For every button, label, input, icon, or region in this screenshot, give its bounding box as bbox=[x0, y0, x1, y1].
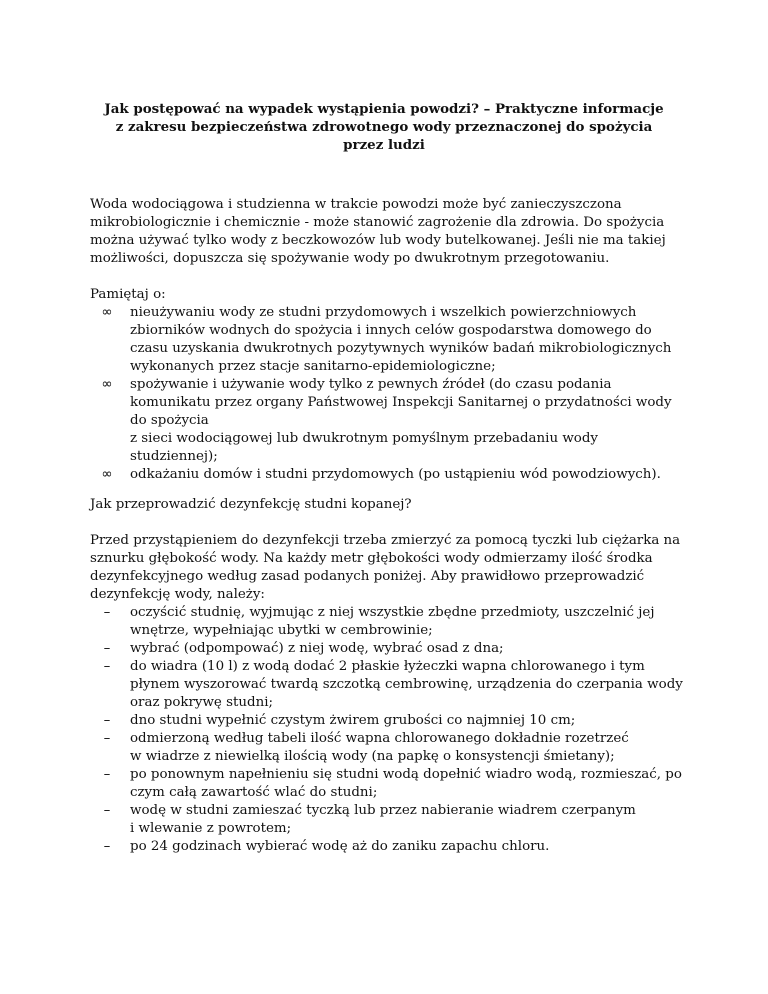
dash-bullet-icon: – bbox=[103, 641, 111, 656]
list-item bbox=[90, 802, 710, 838]
text-line: oraz pokrywę studni; bbox=[130, 695, 273, 710]
text-line: w wiadrze z niewielką ilością wody (na papkę o konsystencji śmietany); bbox=[130, 749, 615, 764]
text-line: wodę w studni zamieszać tyczką lub przez nabieranie wiadrem czerpanym bbox=[130, 803, 636, 818]
dash-bullet-icon: – bbox=[103, 605, 111, 620]
text-line: odkażaniu domów i studni przydomowych (po ustąpieniu wód powodziowych). bbox=[130, 467, 661, 482]
title-line: z zakresu bezpieczeństwa zdrowotnego wody przeznaczonej do spożycia bbox=[115, 119, 653, 135]
list-item bbox=[90, 838, 710, 856]
text-line: po 24 godzinach wybierać wodę aż do zaniku zapachu chloru. bbox=[130, 839, 550, 854]
dash-bullet-icon: – bbox=[103, 767, 111, 782]
remember-list bbox=[90, 304, 710, 484]
text-line: zbiorników wodnych do spożycia i innych celów gospodarstwa domowego do bbox=[130, 323, 652, 338]
text-line: odmierzoną według tabeli ilość wapna chlorowanego dokładnie rozetrzeć bbox=[130, 731, 629, 746]
text-line: wybrać (odpompować) z niej wodę, wybrać osad z dna; bbox=[130, 641, 504, 656]
text-line: spożywanie i używanie wody tylko z pewnych źródeł (do czasu podania bbox=[130, 377, 612, 392]
remember-heading bbox=[90, 286, 690, 304]
text-line: czasu uzyskania dwukrotnych pozytywnych wyników badań mikrobiologicznych bbox=[130, 341, 672, 356]
list-item bbox=[90, 376, 710, 466]
infinity-bullet-icon: ∞ bbox=[101, 305, 113, 320]
text-line: Pamiętaj o: bbox=[90, 287, 166, 302]
list-item bbox=[90, 730, 710, 766]
text-line: oczyścić studnię, wyjmując z niej wszystkie zbędne przedmioty, uszczelnić jej bbox=[130, 605, 655, 620]
list-item bbox=[90, 604, 710, 640]
text-line: możliwości, dopuszcza się spożywanie wody po dwukrotnym przegotowaniu. bbox=[90, 251, 610, 266]
text-line: Woda wodociągowa i studzienna w trakcie powodzi może być zanieczyszczona bbox=[90, 197, 622, 212]
text-line: mikrobiologicznie i chemicznie - może stanowić zagrożenie dla zdrowia. Do spożycia bbox=[90, 215, 665, 230]
text-line: wnętrze, wypełniając ubytki w cembrowinie; bbox=[130, 623, 433, 638]
text-line: komunikatu przez organy Państwowej Inspekcji Sanitarnej o przydatności wody bbox=[130, 395, 672, 410]
text-line: dno studni wypełnić czystym żwirem grubości co najmniej 10 cm; bbox=[130, 713, 576, 728]
list-item bbox=[90, 712, 710, 730]
dash-bullet-icon: – bbox=[103, 803, 111, 818]
text-line: można używać tylko wody z beczkowozów lub wody butelkowanej. Jeśli nie ma takiej bbox=[90, 233, 666, 248]
intro-paragraph bbox=[90, 196, 690, 268]
text-line: i wlewanie z powrotem; bbox=[130, 821, 292, 836]
disinfection-steps bbox=[90, 604, 710, 856]
list-item bbox=[90, 304, 710, 376]
list-item bbox=[90, 766, 710, 802]
document-title bbox=[90, 100, 678, 154]
list-item bbox=[90, 640, 710, 658]
disinfection-intro bbox=[90, 532, 690, 604]
title-line: Jak postępować na wypadek wystąpienia powodzi? – Praktyczne informacje bbox=[104, 101, 664, 117]
title-line: przez ludzi bbox=[343, 137, 425, 153]
text-line: wykonanych przez stacje sanitarno-epidemiologiczne; bbox=[130, 359, 496, 374]
text-line: dezynfekcję wody, należy: bbox=[90, 587, 265, 602]
text-line: po ponownym napełnieniu się studni wodą dopełnić wiadro wodą, rozmieszać, po bbox=[130, 767, 682, 782]
text-line: do spożycia bbox=[130, 413, 209, 428]
infinity-bullet-icon: ∞ bbox=[101, 467, 113, 482]
disinfection-question bbox=[90, 496, 690, 514]
text-line: do wiadra (10 l) z wodą dodać 2 płaskie łyżeczki wapna chlorowanego i tym bbox=[130, 659, 645, 674]
text-line: nieużywaniu wody ze studni przydomowych i wszelkich powierzchniowych bbox=[130, 305, 637, 320]
dash-bullet-icon: – bbox=[103, 713, 111, 728]
dash-bullet-icon: – bbox=[103, 731, 111, 746]
dash-bullet-icon: – bbox=[103, 839, 111, 854]
text-line: Jak przeprowadzić dezynfekcję studni kopanej? bbox=[90, 497, 412, 512]
text-line: płynem wyszorować twardą szczotką cembrowinę, urządzenia do czerpania wody bbox=[130, 677, 683, 692]
dash-bullet-icon: – bbox=[103, 659, 111, 674]
text-line: czym całą zawartość wlać do studni; bbox=[130, 785, 378, 800]
text-line: z sieci wodociągowej lub dwukrotnym pomyślnym przebadaniu wody bbox=[130, 431, 598, 446]
list-item bbox=[90, 658, 710, 712]
text-line: dezynfekcyjnego według zasad podanych poniżej. Aby prawidłowo przeprowadzić bbox=[90, 569, 645, 584]
list-item bbox=[90, 466, 710, 484]
text-line: Przed przystąpieniem do dezynfekcji trzeba zmierzyć za pomocą tyczki lub ciężarka na bbox=[90, 533, 681, 548]
text-line: studziennej); bbox=[130, 449, 218, 464]
text-line: sznurku głębokość wody. Na każdy metr głębokości wody odmierzamy ilość środka bbox=[90, 551, 653, 566]
infinity-bullet-icon: ∞ bbox=[101, 377, 113, 392]
